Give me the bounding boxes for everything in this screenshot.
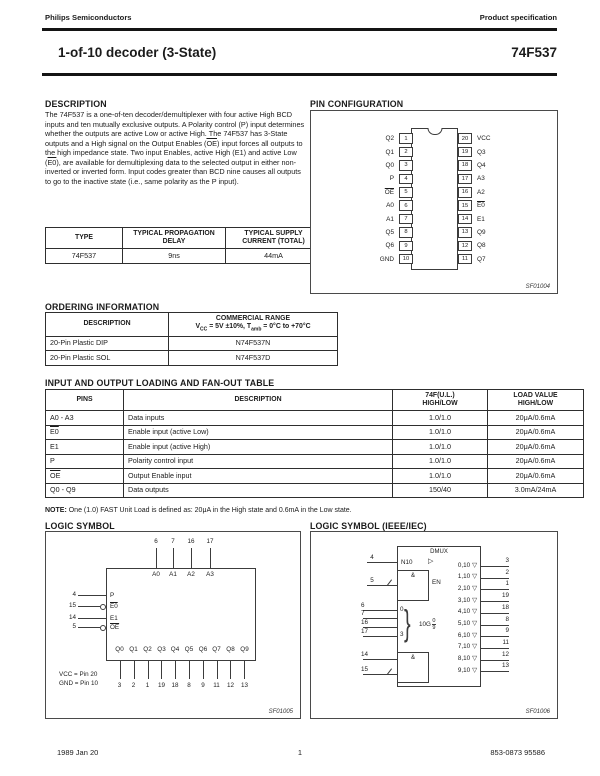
- pin-number: 16: [361, 619, 369, 626]
- ul-cell: 1.0/1.0: [393, 411, 488, 426]
- pin-line: [481, 636, 509, 637]
- oe-signal: $\overline{OE}$: [206, 138, 217, 148]
- pin-label: Q7: [477, 255, 486, 263]
- pin-label: A1: [386, 215, 394, 223]
- pin-label: E0: [477, 202, 485, 210]
- pin-label: A2: [477, 188, 485, 196]
- pin-number: 11: [502, 638, 509, 646]
- pin-label: GND: [379, 255, 394, 263]
- iec-output-label: [458, 573, 477, 580]
- pin-number: 2: [131, 682, 136, 689]
- pin-line: [78, 595, 106, 596]
- ordering-header-range: [169, 313, 338, 337]
- table-row: [46, 454, 584, 469]
- pin-number: 17: [206, 538, 214, 545]
- pin-number: 7: [399, 214, 413, 225]
- output-code: 4,10: [457, 608, 471, 616]
- iec-output-label: [458, 667, 477, 674]
- tristate-icon: ▽: [472, 666, 477, 674]
- load-cell: 20μA/0.6mA: [488, 440, 584, 455]
- pin-label: P: [389, 175, 394, 183]
- footer-page-number: 1: [297, 748, 303, 757]
- tristate-icon: ▽: [472, 620, 477, 627]
- output-code: 0,10: [457, 561, 471, 569]
- dip-pin-row: [355, 253, 491, 266]
- pin-number: 7: [361, 610, 365, 617]
- pin-line: [191, 548, 192, 568]
- ordering-table: [45, 312, 338, 366]
- pin-label: E1: [477, 215, 485, 223]
- pin-number: 10: [399, 254, 413, 265]
- highlow-label: HIGH/LOW: [422, 400, 458, 408]
- pin-number: 19: [157, 682, 165, 689]
- pins-cell: [46, 469, 124, 484]
- signal-label: Q2: [143, 646, 152, 653]
- tristate-icon: ▽: [472, 643, 477, 651]
- pin-line: [363, 674, 397, 675]
- signal-label: Q7: [212, 646, 221, 653]
- pin-number: 3: [399, 160, 413, 171]
- loading-table-note: [45, 507, 352, 514]
- dip-pin-row: [355, 145, 491, 158]
- iec-symbol-heading: LOGIC SYMBOL (IEEE/IEC): [310, 521, 427, 531]
- pin-number: 12: [501, 650, 509, 658]
- iec-output-label: [458, 632, 477, 639]
- en-label: EN: [432, 579, 441, 586]
- loading-table: [45, 389, 584, 498]
- select-index-first: 0: [400, 606, 404, 613]
- pin-number: 6: [154, 538, 158, 545]
- signal-label: A0: [152, 571, 160, 578]
- pin-line: [363, 659, 397, 660]
- ul-cell: 1.0/1.0: [393, 440, 488, 455]
- loading-header-description: DESCRIPTION: [124, 390, 393, 411]
- pin-label: Q5: [385, 228, 394, 236]
- pin-number: 17: [458, 174, 472, 185]
- note-text: One (1.0) FAST Unit Load is defined as: 20μA in the High state and 0.6mA in the Low state.: [66, 507, 352, 514]
- triangle-right-icon: ▷: [428, 557, 434, 565]
- signal-label: A3: [206, 571, 214, 578]
- tristate-icon: ▽: [472, 596, 477, 604]
- description-heading: DESCRIPTION: [45, 99, 107, 109]
- tristate-icon: ▽: [472, 561, 477, 569]
- pin-number: 18: [458, 160, 472, 171]
- type-value: 74F537: [46, 249, 123, 264]
- figure-code: SF01006: [525, 709, 550, 715]
- footer-date: 1989 Jan 20: [57, 748, 99, 757]
- pins-cell: Q0 - Q9: [46, 483, 124, 498]
- signal-label: P: [110, 591, 115, 599]
- load-value-label: LOAD VALUE: [513, 392, 558, 399]
- and-symbol: &: [410, 572, 416, 579]
- pin-label: Q3: [477, 148, 486, 156]
- pin-number: 8: [505, 615, 509, 623]
- tristate-icon: ▽: [472, 584, 477, 592]
- pin-line: [210, 548, 211, 568]
- part-number: 74F537: [511, 45, 557, 60]
- signal-label: Q4: [170, 646, 180, 653]
- pin-number: 15: [458, 200, 472, 211]
- description-part: ) input forces all outputs to the high impedance state. Two input Enables, active High (E1) and active Low (: [45, 138, 303, 167]
- delay-value: 9ns: [123, 249, 226, 264]
- description-part: The 74F537 is a one-of-ten decoder/demultiplexer with four active High BCD inputs and ten mutually exclusive outputs. A Polarity control (P) input determines whether the outputs are active Low or active High. The 74F537 has 3-State outputs and a High signal on the Output Enables (: [45, 110, 305, 148]
- note-label: NOTE:: [45, 507, 67, 514]
- signal-label: Q1: [129, 646, 138, 653]
- pin-line: [481, 566, 509, 567]
- title-rule: [42, 73, 557, 77]
- pin-label: $\overline{OE}$: [384, 188, 394, 196]
- package-description: 20-Pin Plastic DIP: [46, 336, 169, 351]
- iec-output-label: [458, 562, 477, 569]
- pin-number: 15: [68, 602, 76, 609]
- output-code: 3,10: [457, 596, 471, 604]
- description-cell: Data outputs: [124, 483, 393, 498]
- tristate-icon: ▽: [472, 631, 477, 639]
- signal-label: $\overline{OE}$: [110, 623, 120, 631]
- type-table-header-delay: TYPICAL PROPAGATION DELAY: [123, 228, 226, 249]
- load-cell: 20μA/0.6mA: [488, 454, 584, 469]
- pin-configuration-panel: [310, 110, 558, 294]
- ordering-heading: ORDERING INFORMATION: [45, 302, 160, 312]
- ul-cell: 1.0/1.0: [393, 425, 488, 440]
- pin-number: 7: [171, 538, 175, 545]
- oe-signal: $\overline{OE}$: [50, 470, 61, 480]
- pin-number: 12: [458, 241, 472, 252]
- pin-line: [481, 589, 509, 590]
- pin-line: [244, 661, 245, 679]
- logic-symbol-heading: LOGIC SYMBOL: [45, 521, 115, 531]
- loading-header-pins: PINS: [46, 390, 124, 411]
- dip-pin-row: [355, 186, 491, 199]
- dip-pin-row: [355, 212, 491, 225]
- commercial-range-label: COMMERCIAL RANGE: [215, 315, 291, 322]
- iec-output-label: [458, 643, 477, 650]
- pin-number: 19: [501, 592, 509, 600]
- pin-number: 9: [399, 241, 413, 252]
- pin-number: 1: [505, 580, 509, 588]
- range-conditions: [195, 323, 311, 333]
- type-table: [45, 227, 322, 264]
- tristate-icon: ▽: [472, 608, 477, 616]
- pin-line: [120, 661, 121, 679]
- pin-number: 16: [458, 187, 472, 198]
- pin-number: 14: [361, 651, 369, 658]
- vcc-note: VCC = Pin 20: [59, 671, 98, 678]
- brace-icon: }: [404, 602, 411, 643]
- pin-line: [189, 661, 190, 679]
- table-row: [46, 483, 584, 498]
- logic-symbol-panel: [45, 531, 301, 719]
- pin-number: 1: [145, 682, 150, 689]
- pin-label: Q4: [477, 161, 486, 169]
- pin-line: [481, 660, 509, 661]
- dip-pin-row: [355, 172, 491, 185]
- ul-cell: 1.0/1.0: [393, 469, 488, 484]
- signal-label: A2: [187, 571, 195, 578]
- pin-number: 4: [370, 554, 374, 561]
- pin-number: 13: [458, 227, 472, 238]
- t-subscript: amb: [251, 326, 262, 333]
- table-row: [46, 469, 584, 484]
- g-range-top: 0: [432, 618, 436, 624]
- g-label: 10G: [419, 621, 431, 628]
- pin-line: [230, 661, 231, 679]
- output-code: 8,10: [457, 655, 471, 663]
- pin-label: VCC: [477, 135, 491, 143]
- iec-output-label: [458, 608, 477, 615]
- g-range-bottom: 9: [432, 625, 436, 631]
- output-code: 9,10: [457, 666, 471, 674]
- pins-cell: E1: [46, 440, 124, 455]
- description-cell: Enable input (active High): [124, 440, 393, 455]
- pin-number: 6: [361, 602, 365, 609]
- signal-label: Q9: [240, 646, 249, 653]
- select-index-last: 3: [400, 631, 404, 638]
- load-cell: 20μA/0.6mA: [488, 469, 584, 484]
- iec-output-label: [458, 655, 477, 662]
- pin-line: [363, 636, 397, 637]
- highlow-label: HIGH/LOW: [517, 400, 554, 408]
- footer-code: 853-0873 95586: [490, 748, 545, 757]
- pin-label: A3: [477, 175, 485, 183]
- pin-label: Q6: [385, 242, 394, 250]
- pins-cell: [46, 425, 124, 440]
- pin-number: 18: [501, 603, 509, 611]
- pin-label: Q8: [477, 242, 486, 250]
- iec-output-label: [458, 597, 477, 604]
- pin-line: [78, 606, 100, 607]
- pin-number: 4: [399, 174, 413, 185]
- signal-label: A1: [169, 571, 177, 578]
- dmux-label: DMUX: [430, 548, 448, 555]
- pin-number: 20: [458, 133, 472, 144]
- pin-label: A0: [386, 202, 394, 210]
- pin-number: 8: [399, 227, 413, 238]
- gnd-note: GND = Pin 10: [59, 680, 99, 687]
- and-symbol: &: [410, 654, 416, 661]
- output-code: 1,10: [457, 573, 471, 581]
- dip-pin-row: [355, 239, 491, 252]
- pin-line: [367, 562, 397, 563]
- description-cell: Enable input (active Low): [124, 425, 393, 440]
- pin-label: Q2: [385, 135, 394, 143]
- pin-label: Q1: [385, 148, 394, 156]
- dip-pin-row: [355, 199, 491, 212]
- pin-number: 17: [361, 628, 369, 635]
- v-subscript: CC: [200, 326, 208, 333]
- range-mid: = 5V ±10%, T: [207, 323, 252, 331]
- loading-header-ul: [393, 390, 488, 411]
- pin-number: 5: [399, 187, 413, 198]
- pin-line: [367, 585, 397, 586]
- pin-line: [217, 661, 218, 679]
- signal-label: Q8: [226, 646, 235, 653]
- pin-line: [481, 601, 509, 602]
- load-cell: 20μA/0.6mA: [488, 425, 584, 440]
- signal-label: Q0: [115, 646, 124, 653]
- n10-label: N10: [401, 558, 413, 566]
- pin-line: [148, 661, 149, 679]
- signal-label: E0: [110, 602, 118, 610]
- pin-number: 5: [370, 577, 374, 584]
- pin-line: [134, 661, 135, 679]
- pin-number: 9: [201, 682, 205, 689]
- pin-number: 1: [399, 133, 413, 144]
- ul-cell: 1.0/1.0: [393, 454, 488, 469]
- signal-label: Q6: [198, 646, 208, 653]
- pin-number: 13: [501, 662, 509, 670]
- pin-number: 16: [187, 538, 195, 545]
- pin-line: [78, 618, 106, 619]
- pin-line: [161, 661, 162, 679]
- pin-line: [203, 661, 204, 679]
- pin-number: 4: [72, 591, 76, 598]
- e0-signal: E0: [50, 427, 59, 437]
- iec-symbol-panel: [310, 531, 558, 719]
- header-right: Product specification: [479, 13, 557, 22]
- tristate-icon: ▽: [472, 655, 477, 663]
- signal-label: Q3: [157, 646, 166, 653]
- pin-number: 3: [117, 682, 122, 689]
- description-part: ), are available for demultiplexing data to the selected output in either non-inverted or inverted form. Input codes greater than BCD nine causes all outputs to go to the inactive state (i.e., same polarity as the P input).: [45, 157, 301, 186]
- header-rule: [42, 28, 557, 32]
- table-row: [46, 425, 584, 440]
- dip-pin-row: [355, 226, 491, 239]
- pin-number: 3: [505, 557, 509, 564]
- pin-label: Q0: [385, 161, 394, 169]
- dip-pin-rows: [355, 132, 491, 266]
- pin-line: [481, 625, 509, 626]
- pin-number: 8: [187, 682, 191, 689]
- pin-line: [78, 627, 100, 628]
- description-text: [45, 110, 305, 186]
- pin-line: [173, 548, 174, 568]
- type-table-header-current: TYPICAL SUPPLY CURRENT (TOTAL): [226, 228, 322, 249]
- figure-code: SF01005: [268, 709, 293, 715]
- pin-configuration-heading: PIN CONFIGURATION: [310, 99, 404, 109]
- figure-code: SF01004: [525, 284, 550, 290]
- pin-number: 11: [213, 682, 220, 689]
- loading-table-heading: INPUT AND OUTPUT LOADING AND FAN-OUT TABLE: [45, 378, 275, 388]
- page-title: 1-of-10 decoder (3-State): [58, 45, 217, 60]
- description-cell: Data inputs: [124, 411, 393, 426]
- table-row: [46, 249, 322, 264]
- description-cell: Output Enable input: [124, 469, 393, 484]
- output-code: 2,10: [457, 584, 471, 592]
- pin-line: [156, 548, 157, 568]
- pin-number: 9: [505, 627, 509, 635]
- g-dependency: [419, 618, 436, 631]
- table-row: [46, 351, 338, 366]
- pin-number: 2: [505, 568, 509, 576]
- dip-pin-row: [355, 132, 491, 145]
- package-description: 20-Pin Plastic SOL: [46, 351, 169, 366]
- order-part-number: N74F537D: [169, 351, 338, 366]
- pin-number: 12: [226, 682, 234, 689]
- pin-number: 15: [361, 666, 369, 673]
- current-value: 44mA: [226, 249, 322, 264]
- ordering-header-description: DESCRIPTION: [46, 313, 169, 337]
- pin-line: [481, 578, 509, 579]
- description-cell: Polarity control input: [124, 454, 393, 469]
- pin-number: 14: [68, 614, 76, 621]
- e0-signal: E0: [47, 157, 57, 167]
- load-cell: 20μA/0.6mA: [488, 411, 584, 426]
- table-row: [46, 336, 338, 351]
- pin-number: 14: [458, 214, 472, 225]
- iec-output-label: [458, 620, 477, 627]
- table-row: [46, 440, 584, 455]
- load-cell: 3.0mA/24mA: [488, 483, 584, 498]
- output-code: 7,10: [457, 643, 471, 651]
- iec-output-label: [458, 585, 477, 592]
- output-code: 5,10: [457, 620, 471, 627]
- ul-cell: 150/40: [393, 483, 488, 498]
- pin-number: 19: [458, 147, 472, 158]
- signal-label: E1: [110, 614, 118, 622]
- pin-number: 2: [399, 147, 413, 158]
- output-code: 6,10: [457, 631, 471, 639]
- pins-cell: A0 - A3: [46, 411, 124, 426]
- v-symbol: V: [195, 323, 201, 331]
- loading-header-load: [488, 390, 584, 411]
- pin-line: [481, 671, 509, 672]
- dip-pin-row: [355, 159, 491, 172]
- pin-number: 13: [240, 682, 248, 689]
- pin-number: 6: [399, 200, 413, 211]
- pin-line: [481, 613, 509, 614]
- header-left: Philips Semiconductors: [45, 13, 132, 22]
- pin-line: [175, 661, 176, 679]
- ul-label: 74F(U.L.): [425, 392, 455, 399]
- range-end: = 0°C to +70°C: [261, 323, 311, 331]
- tristate-icon: ▽: [472, 573, 477, 581]
- order-part-number: N74F537N: [169, 336, 338, 351]
- pin-number: 11: [458, 254, 472, 265]
- pin-label: Q9: [477, 228, 486, 236]
- pin-line: [481, 648, 509, 649]
- table-row: [46, 411, 584, 426]
- signal-label: Q5: [184, 646, 194, 653]
- pin-number: 5: [72, 623, 76, 630]
- pin-number: 18: [171, 682, 179, 689]
- type-table-header-type: TYPE: [46, 228, 123, 249]
- g-range-fraction: [432, 618, 435, 631]
- pins-cell: P: [46, 454, 124, 469]
